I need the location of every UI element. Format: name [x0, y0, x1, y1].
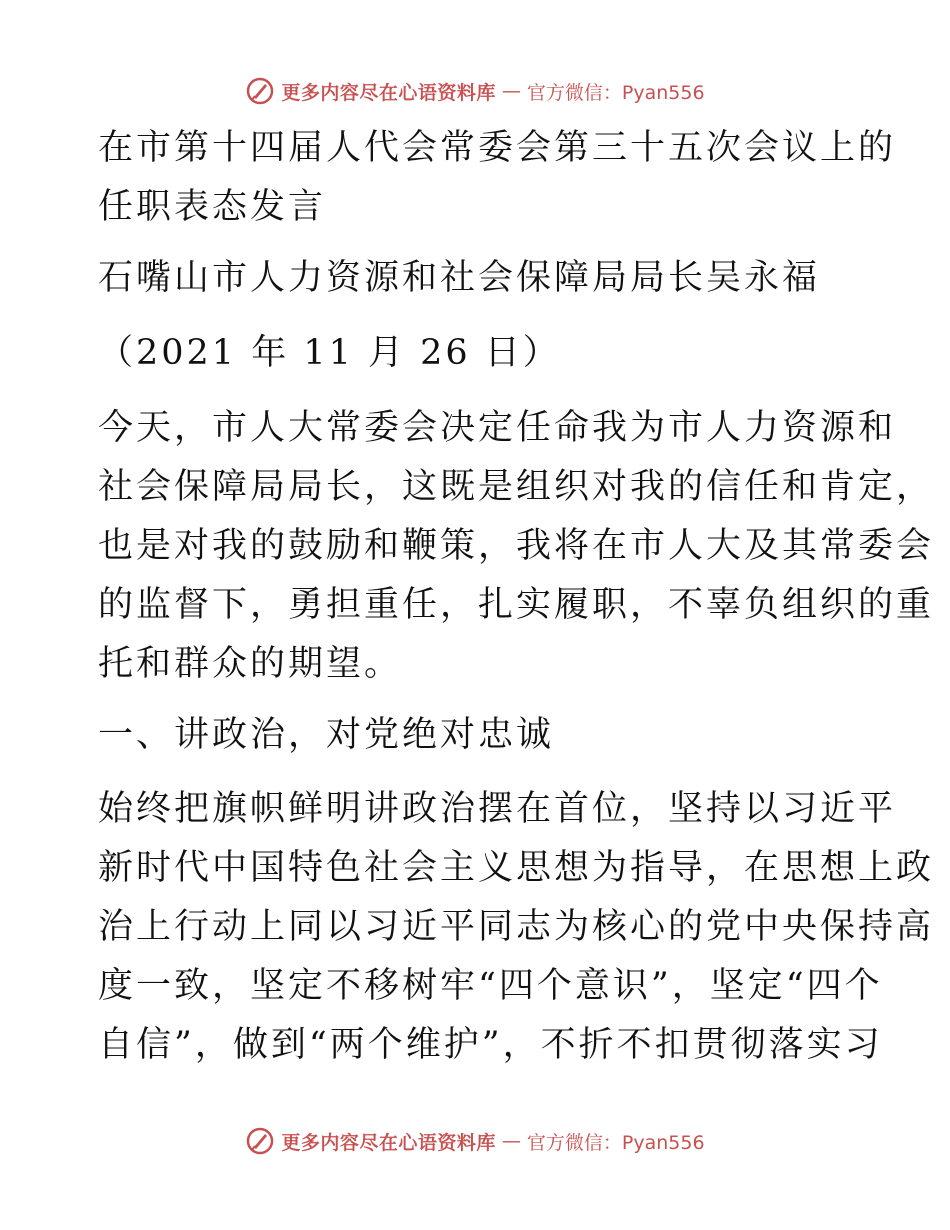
para2-line-1: 始终把旗帜鲜明讲政治摆在首位，坚持以习近平 [98, 789, 897, 829]
watermark-top [0, 71, 950, 111]
section-heading-1: 一、讲政治，对党绝对忠诚 [98, 715, 555, 755]
para1-line-1: 今天，市人大常委会决定任命我为市人力资源和 [98, 408, 897, 448]
para1-line-2: 社会保障局局长，这既是组织对我的信任和肯定， [98, 467, 935, 507]
quill-logo-icon [245, 76, 275, 106]
watermark-text: 更多内容尽在心语资料库 [281, 81, 496, 104]
para2-line-3: 治上行动上同以习近平同志为核心的党中央保持高 [98, 907, 935, 947]
speaker-line: 石嘴山市人力资源和社会保障局局长吴永福 [98, 258, 821, 298]
title-line-2: 任职表态发言 [98, 187, 327, 227]
watermark-text: 更多内容尽在心语资料库 [281, 1131, 496, 1154]
para2-line-2: 新时代中国特色社会主义思想为指导，在思想上政 [98, 848, 935, 888]
para1-line-3: 也是对我的鼓励和鞭策，我将在市人大及其常委会 [98, 526, 935, 566]
watermark-wechat: 官方微信：Pyan556 [526, 1131, 705, 1154]
watermark-separator: — [501, 80, 521, 102]
watermark-wechat: 官方微信：Pyan556 [526, 81, 705, 104]
para2-line-5: 自信”，做到“两个维护”，不折不扣贯彻落实习 [98, 1025, 883, 1065]
watermark-bottom [0, 1121, 950, 1161]
date-line: （2021 年 11 月 26 日） [98, 333, 561, 373]
title-line-1: 在市第十四届人代会常委会第三十五次会议上的 [98, 128, 897, 168]
para2-line-4: 度一致，坚定不移树牢“四个意识”，坚定“四个 [98, 966, 883, 1006]
watermark-separator: — [501, 1130, 521, 1152]
quill-logo-icon [245, 1126, 275, 1156]
para1-line-5: 托和群众的期望。 [98, 644, 403, 684]
para1-line-4: 的监督下，勇担重任，扎实履职，不辜负组织的重 [98, 585, 935, 625]
